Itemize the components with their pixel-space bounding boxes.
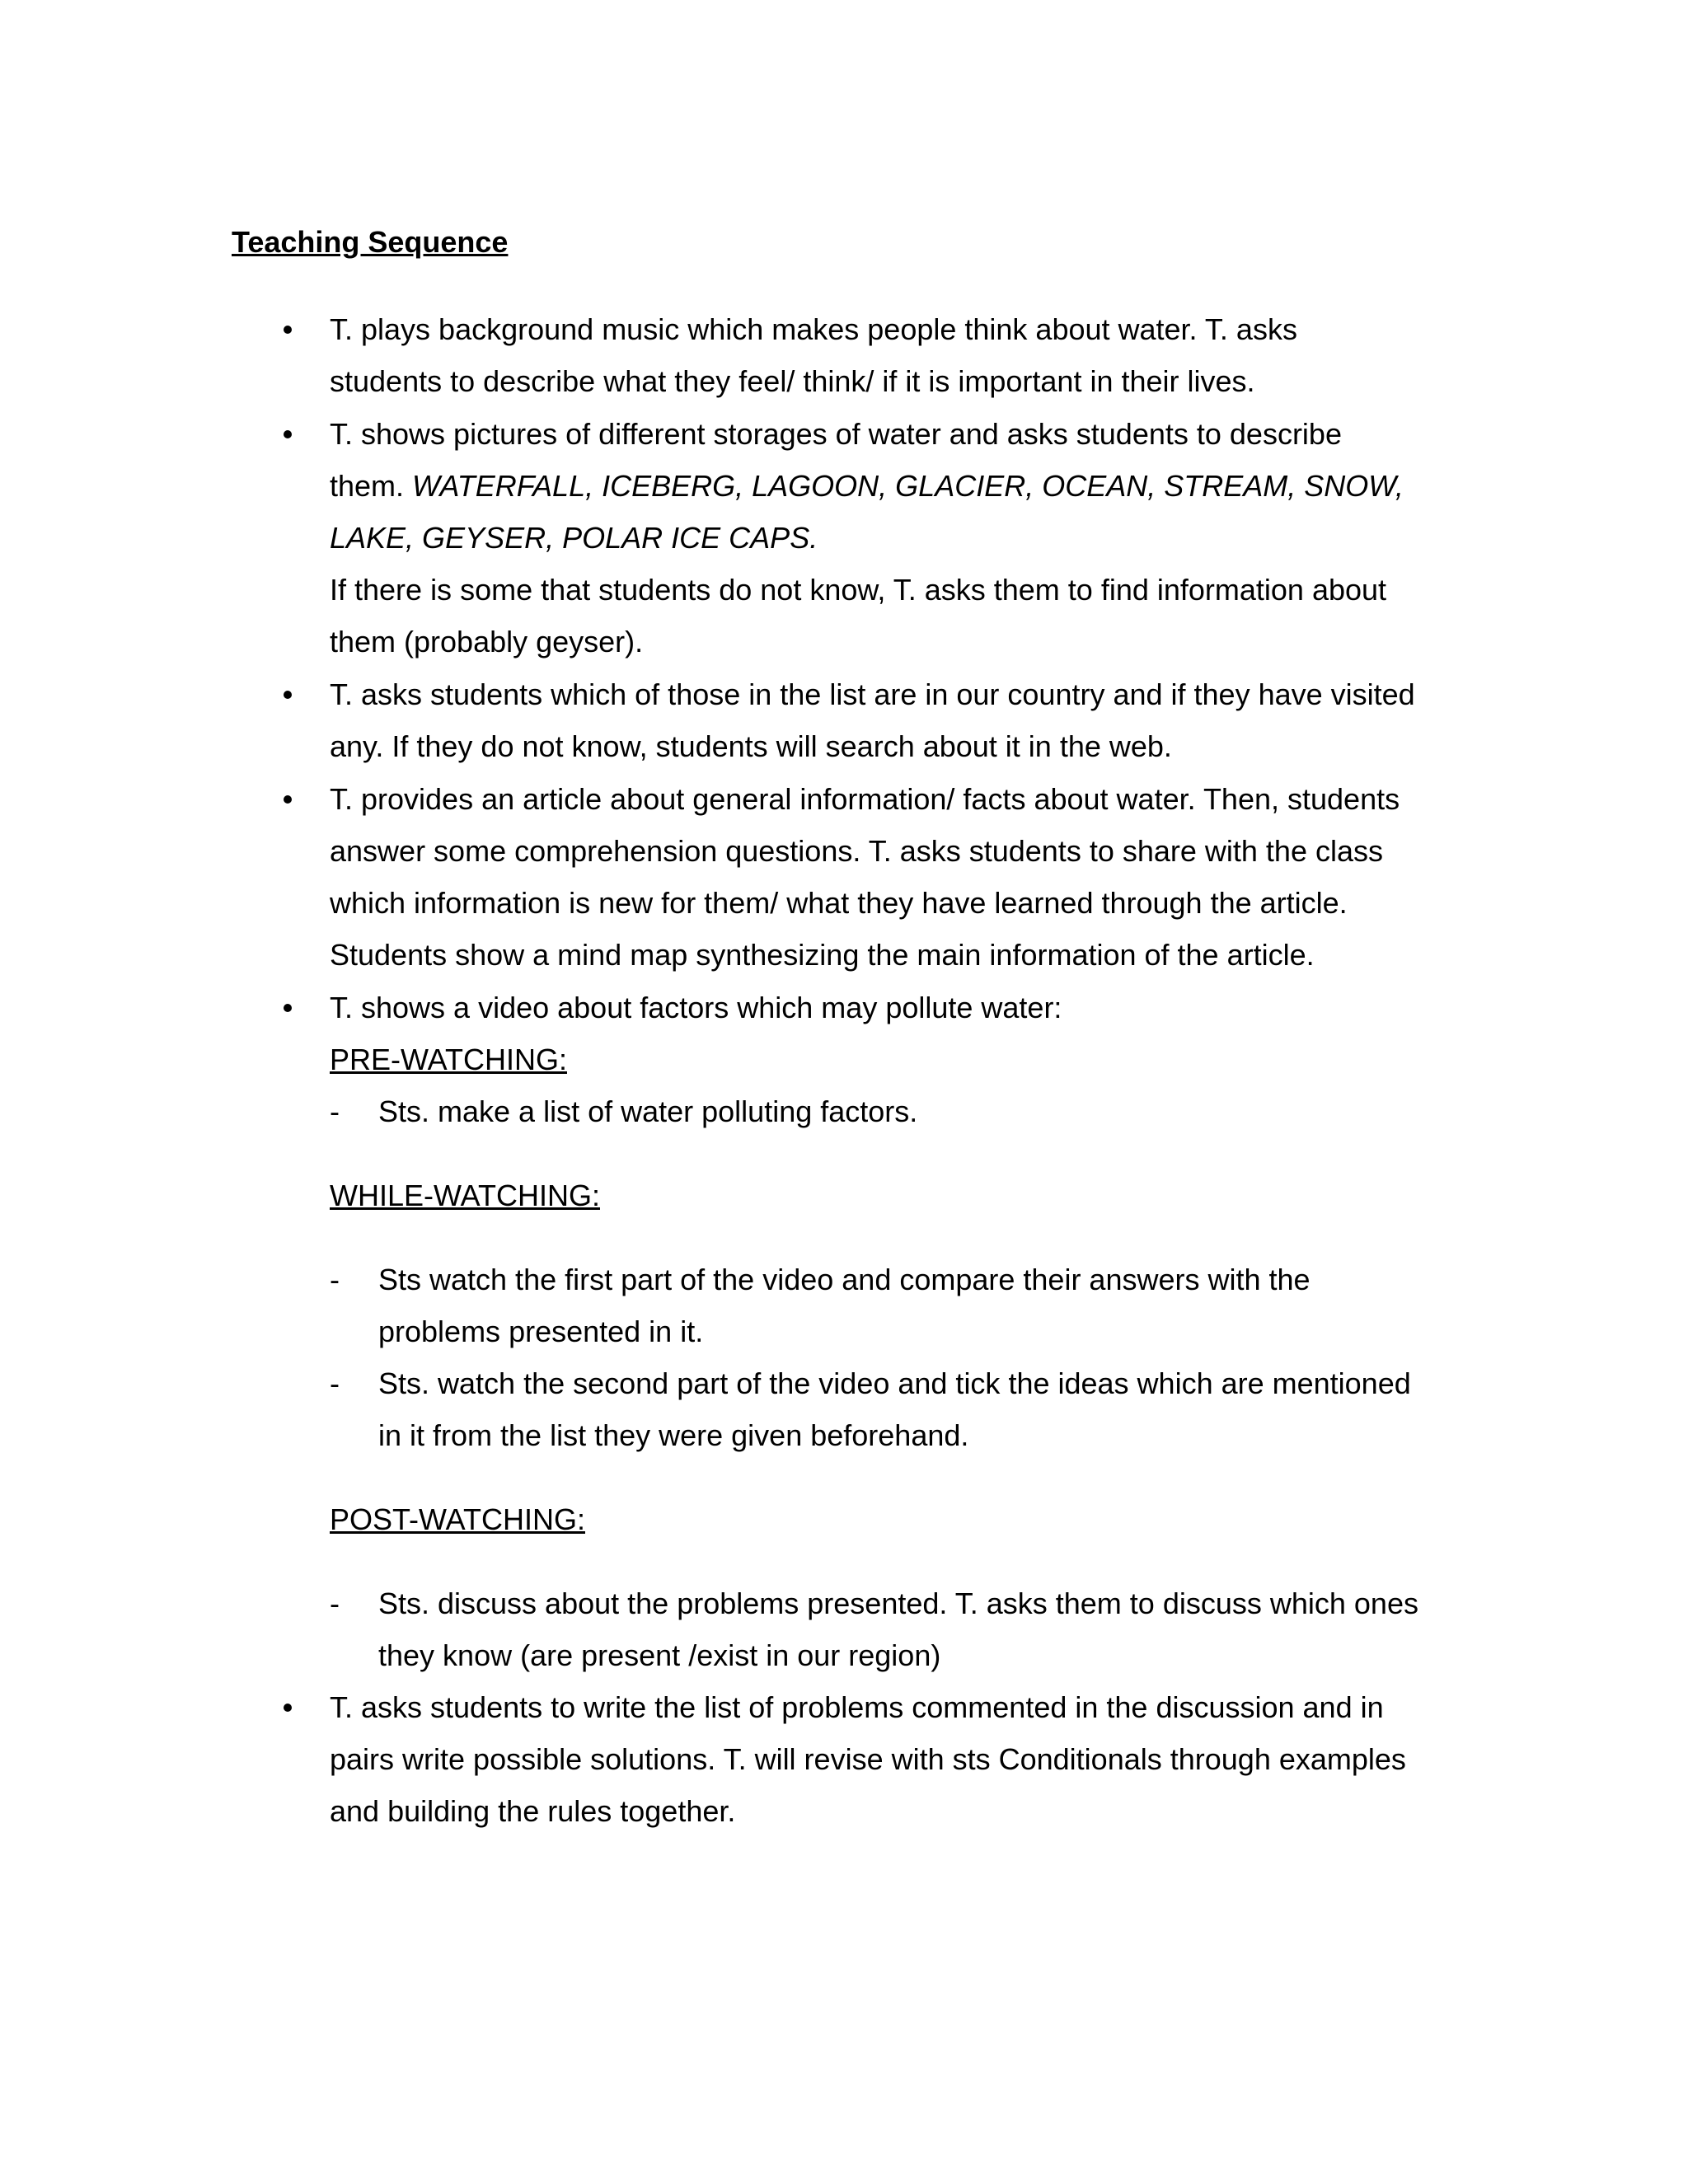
dash-marker: - [330, 1094, 340, 1128]
bullet2-line2-prefix: them. [330, 469, 413, 503]
dash-marker: - [330, 1366, 340, 1400]
water-storages-list: WATERFALL, ICEBERG, LAGOON, GLACIER, OCEAN, STREAM, SNOW, [412, 469, 1404, 503]
bullet4-line2: answer some comprehension questions. T. asks students to share with the class [330, 834, 1383, 868]
while-watching-item-2-line2: in it from the list they were given beforehand. [378, 1418, 969, 1452]
while-watching-item-1-line2: problems presented in it. [378, 1315, 704, 1348]
pre-watching-item-1: Sts. make a list of water polluting factors. [378, 1094, 918, 1128]
bullet-icon [279, 321, 296, 338]
post-watching-item-1-line1: Sts. discuss about the problems presented. T. asks them to discuss which ones [378, 1586, 1418, 1620]
bullet2-line1: T. shows pictures of different storages of water and asks students to describe [330, 417, 1342, 451]
bullet1-line1: T. plays background music which makes people think about water. T. asks [330, 312, 1297, 346]
bullet3-line2: any. If they do not know, students will search about it in the web. [330, 729, 1172, 763]
post-watching-item-1-line2: they know (are present /exist in our region) [378, 1638, 941, 1672]
while-watching-heading: WHILE-WATCHING: [330, 1179, 600, 1212]
bullet6-line1: T. asks students to write the list of problems commented in the discussion and in [330, 1690, 1384, 1724]
bullet-icon [279, 1000, 296, 1016]
pre-watching-heading: PRE-WATCHING: [330, 1043, 567, 1076]
dash-marker: - [330, 1263, 340, 1296]
dash-marker: - [330, 1586, 340, 1620]
bullet-icon [279, 791, 296, 808]
bullet5-line1: T. shows a video about factors which may pollute water: [330, 991, 1062, 1024]
while-watching-item-2-line1: Sts. watch the second part of the video and tick the ideas which are mentioned [378, 1366, 1411, 1400]
bullet2-line5: them (probably geyser). [330, 625, 644, 658]
bullet2-line4: If there is some that students do not know, T. asks them to find information about [330, 573, 1387, 607]
bullet6-line2: pairs write possible solutions. T. will revise with sts Conditionals through examples [330, 1742, 1406, 1776]
bullet3-line1: T. asks students which of those in the list are in our country and if they have visited [330, 677, 1415, 711]
bullet1-line2: students to describe what they feel/ think/ if it is important in their lives. [330, 364, 1255, 398]
while-watching-item-1-line1: Sts watch the first part of the video and compare their answers with the [378, 1263, 1311, 1296]
bullet-icon [279, 1699, 296, 1716]
bullet4-line3: which information is new for them/ what they have learned through the article. [330, 886, 1348, 920]
bullet-icon [279, 687, 296, 703]
bullet4-line4: Students show a mind map synthesizing the main information of the article. [330, 938, 1315, 972]
page-title: Teaching Sequence [232, 225, 509, 259]
bullet6-line3: and building the rules together. [330, 1794, 736, 1828]
bullet2-line2 [330, 460, 1451, 512]
bullet4-line1: T. provides an article about general information/ facts about water. Then, students [330, 782, 1400, 816]
bullet-icon [279, 426, 296, 443]
bullet2-line3: LAKE, GEYSER, POLAR ICE CAPS. [330, 521, 818, 555]
post-watching-heading: POST-WATCHING: [330, 1502, 585, 1536]
